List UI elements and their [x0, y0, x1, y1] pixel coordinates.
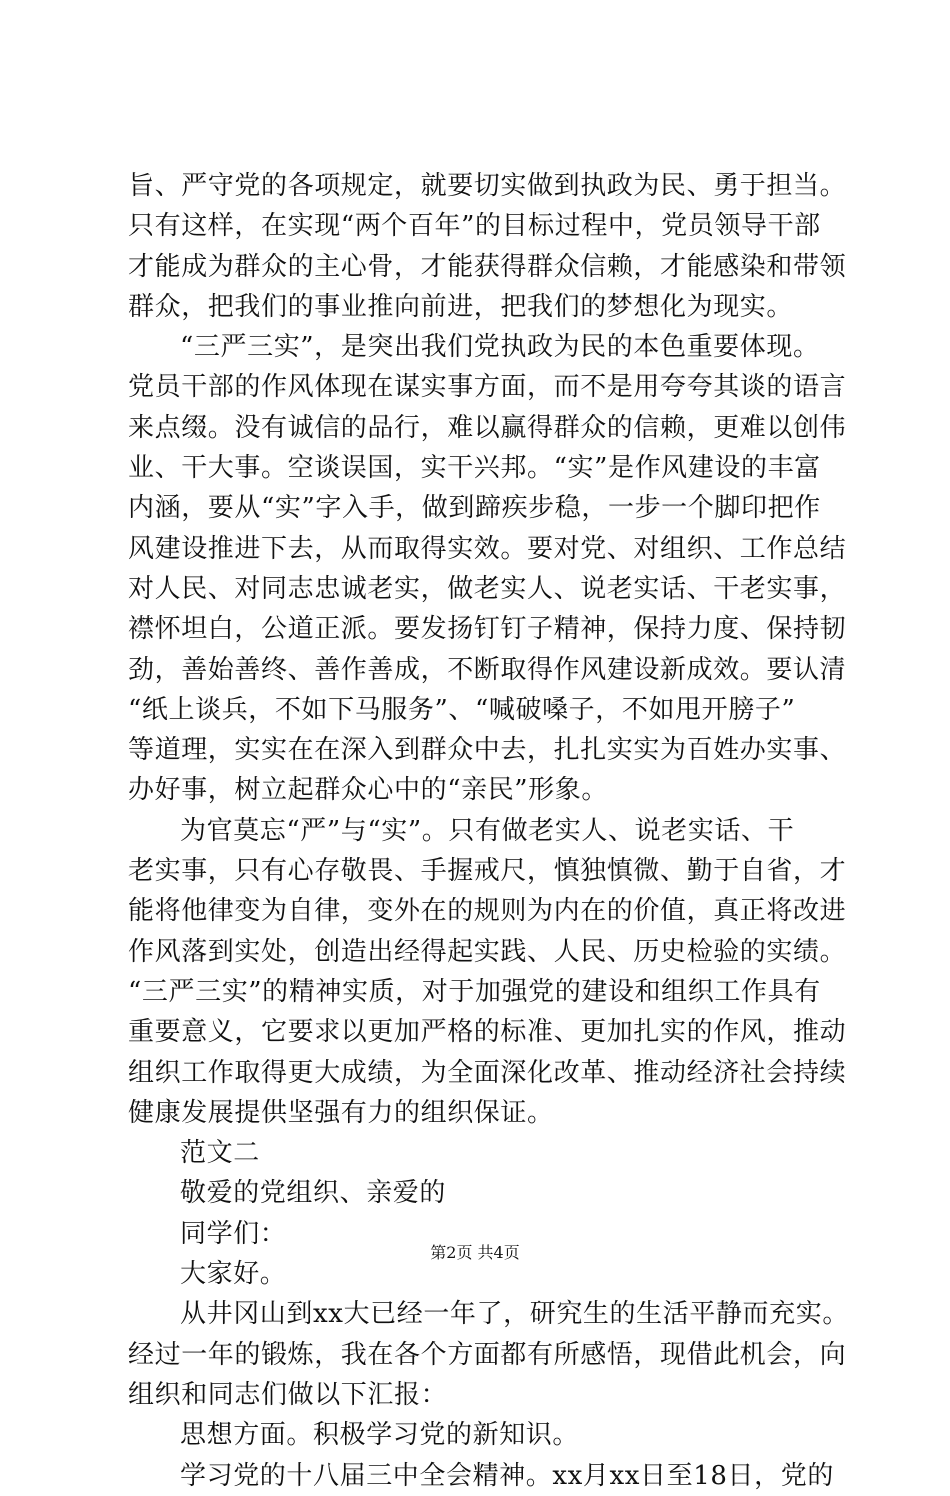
text-line: 敬爱的党组织、亲爱的	[180, 1178, 447, 1209]
text-line: “纸上谈兵，不如下马服务”、“喊破嗓子，不如甩开膀子”	[128, 694, 796, 725]
text-line: 劲，善始善终、善作善成，不断取得作风建设新成效。要认清	[128, 654, 847, 685]
text-line: 群众，把我们的事业推向前进，把我们的梦想化为现实。	[128, 291, 794, 322]
text-line: 学习党的十八届三中全会精神。xx月xx日至18日，党的	[180, 1460, 834, 1491]
text-line: 经过一年的锻炼，我在各个方面都有所感悟，现借此机会，向	[128, 1339, 847, 1370]
text-line: 为官莫忘“严”与“实”。只有做老实人、说老实话、干	[180, 815, 795, 846]
text-line: 能将他律变为自律，变外在的规则为内在的价值，真正将改进	[128, 896, 847, 927]
text-line: 才能成为群众的主心骨，才能获得群众信赖，才能感染和带领	[128, 251, 847, 282]
text-line: 风建设推进下去，从而取得实效。要对党、对组织、工作总结	[128, 533, 847, 564]
text-line: 只有这样，在实现“两个百年”的目标过程中，党员领导干部	[128, 211, 821, 242]
document-body	[128, 166, 849, 1496]
text-line: 来点缀。没有诚信的品行，难以赢得群众的信赖，更难以创伟	[128, 412, 847, 443]
text-line: 旨、严守党的各项规定，就要切实做到执政为民、勇于担当。	[128, 171, 847, 201]
text-line: 党员干部的作风体现在谋实事方面，而不是用夸夸其谈的语言	[128, 372, 847, 403]
text-line: “三严三实”，是突出我们党执政为民的本色重要体现。	[180, 332, 820, 363]
text-line: 同学们：	[180, 1218, 287, 1249]
text-line: 业、干大事。空谈误国，实干兴邦。“实”是作风建设的丰富	[128, 453, 821, 484]
text-line: 老实事，只有心存敬畏、手握戒尺，慎独慎微、勤于自省，才	[128, 856, 847, 887]
text-line: 对人民、对同志忠诚老实，做老实人、说老实话、干老实事，	[128, 573, 847, 604]
text-line: 重要意义，它要求以更加严格的标准、更加扎实的作风，推动	[128, 1017, 847, 1048]
text-line: 从井冈山到xx大已经一年了，研究生的生活平静而充实。	[180, 1299, 849, 1330]
text-line: 健康发展提供坚强有力的组织保证。	[128, 1097, 554, 1128]
text-line: 组织工作取得更大成绩，为全面深化改革、推动经济社会持续	[128, 1057, 847, 1088]
text-line: 思想方面。积极学习党的新知识。	[180, 1420, 580, 1451]
text-line: “三严三实”的精神实质，对于加强党的建设和组织工作具有	[128, 976, 821, 1007]
text-line: 内涵，要从“实”字入手，做到蹄疾步稳，一步一个脚印把作	[128, 493, 821, 524]
text-line: 襟怀坦白，公道正派。要发扬钉钉子精神，保持力度、保持韧	[128, 614, 847, 645]
text-line: 办好事，树立起群众心中的“亲民”形象。	[128, 775, 608, 806]
page-footer: 第2页 共4页	[430, 1243, 520, 1262]
text-line: 范文二	[180, 1138, 260, 1169]
text-line: 作风落到实处，创造出经得起实践、人民、历史检验的实绩。	[128, 936, 847, 967]
text-line: 大家好。	[180, 1259, 287, 1290]
text-line: 组织和同志们做以下汇报：	[128, 1379, 448, 1410]
text-line: 等道理，实实在在深入到群众中去，扎扎实实为百姓办实事、	[128, 735, 847, 766]
